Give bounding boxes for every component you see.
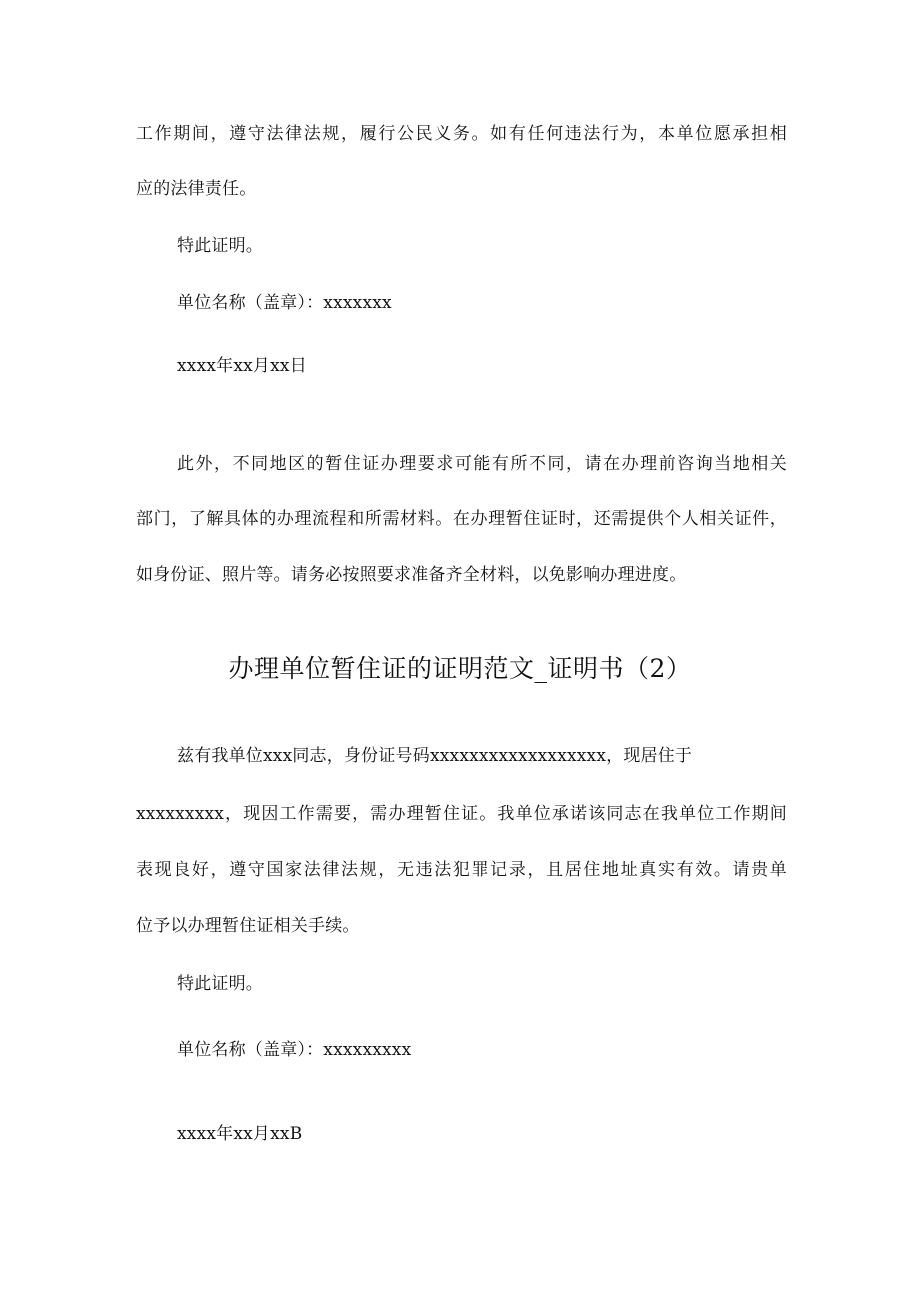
section2-paragraph-line-2: xxxxxxxxx，现因工作需要，需办理暂住证。我单位承诺该同志在我单位工作期间 xyxy=(136,804,787,824)
section1-paragraph-line-1: 工作期间，遵守法律法规，履行公民义务。如有任何违法行为，本单位愿承担相 xyxy=(136,124,787,144)
section2-paragraph-line-1: 兹有我单位xxx同志，身份证号码xxxxxxxxxxxxxxxxxx，现居住于 xyxy=(177,746,693,766)
section2-closing: 特此证明。 xyxy=(177,974,263,994)
section1-paragraph-line-2: 应的法律责任。 xyxy=(136,179,257,199)
note-line-1: 此外，不同地区的暂住证办理要求可能有所不同，请在办理前咨询当地相关 xyxy=(177,454,787,474)
section2-date: xxxx年xx月xxB xyxy=(177,1124,303,1144)
note-line-3: 如身份证、照片等。请务必按照要求准备齐全材料，以免影响办理进度。 xyxy=(136,565,687,585)
section2-unit-name: 单位名称（盖章）：xxxxxxxxx xyxy=(177,1040,412,1060)
section2-title: 办理单位暂住证的证明范文_证明书（2） xyxy=(228,654,692,683)
note-line-2: 部门，了解具体的办理流程和所需材料。在办理暂住证时，还需提供个人相关证件， xyxy=(136,509,787,529)
section1-closing: 特此证明。 xyxy=(177,236,263,256)
section2-paragraph-line-3: 表现良好，遵守国家法律法规，无违法犯罪记录，且居住地址真实有效。请贵单 xyxy=(136,860,787,880)
section2-paragraph-line-4: 位予以办理暂住证相关手续。 xyxy=(136,916,360,936)
section1-unit-name: 单位名称（盖章）：xxxxxxx xyxy=(177,293,392,313)
section1-date: xxxx年xx月xx日 xyxy=(177,356,307,376)
